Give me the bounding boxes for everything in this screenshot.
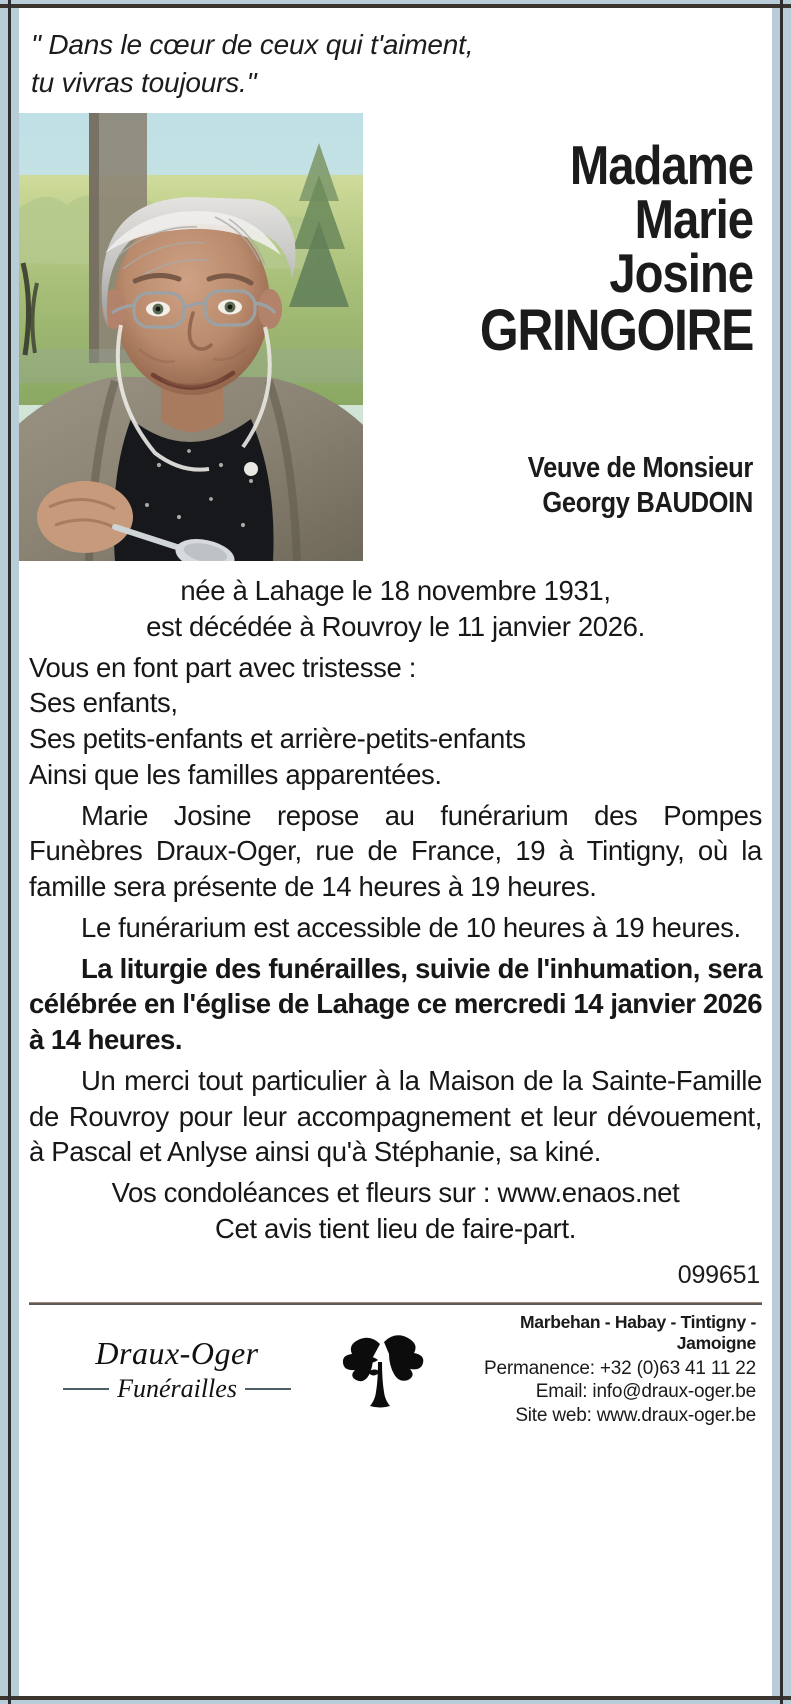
- family-line-grandchildren: Ses petits-enfants et arrière-petits-enfants: [29, 723, 526, 755]
- funeral-home-contact: [437, 1312, 764, 1427]
- birth-line: née à Lahage le 18 novembre 1931,: [180, 575, 611, 607]
- announcement-intro: Vous en font part avec tristesse :: [29, 651, 417, 683]
- notice-card: [19, 8, 772, 1696]
- reference-number: 099651: [677, 1260, 760, 1289]
- permanence-phone: Permanence: +32 (0)63 41 11 22: [484, 1358, 756, 1380]
- paragraph-access: Le funérarium est accessible de 10 heures à 19 heures.: [81, 911, 741, 943]
- funeral-home-subtitle-row: [27, 1374, 327, 1404]
- deceased-title: Madame: [569, 134, 753, 197]
- spouse-relation: Veuve de Monsieur: [527, 452, 753, 485]
- funeral-home-subtitle: Funérailles: [117, 1374, 237, 1404]
- memorial-quote: [19, 8, 772, 101]
- dash-left: [63, 1388, 109, 1390]
- contact-website: Site web: www.draux-oger.be: [515, 1404, 756, 1426]
- funeral-home-footer: [19, 1305, 772, 1425]
- spouse-block: [379, 451, 759, 522]
- paragraph-repose: Marie Josine repose au funérarium des Pompes Funèbres Draux-Oger, rue de France, 19 à Tintigny, où la famille sera présente de 14 heures à 19 heures.: [29, 799, 762, 903]
- deceased-middlename: Josine: [609, 241, 753, 304]
- deceased-surname: GRINGOIRE: [479, 297, 753, 363]
- tree-icon: [327, 1322, 437, 1418]
- funeral-home-logo: [27, 1335, 327, 1404]
- paragraph-liturgy: La liturgie des funérailles, suivie de l'inhumation, sera célébrée en l'église de Lahage ce mercredi 14 janvier 2026 à 14 heures.: [29, 952, 762, 1056]
- frame-rule-left: [8, 0, 11, 1704]
- condolences-line: Vos condoléances et fleurs sur : www.enaos.net: [111, 1177, 680, 1209]
- spouse-name: Georgy BAUDOIN: [542, 487, 753, 520]
- frame-rule-right: [780, 0, 783, 1704]
- faire-part-line: Cet avis tient lieu de faire-part.: [214, 1212, 577, 1244]
- contact-email: Email: info@draux-oger.be: [535, 1381, 756, 1403]
- hero-section: [19, 113, 772, 565]
- paragraph-thanks: Un merci tout particulier à la Maison de la Sainte-Famille de Rouvroy pour leur accompagnement et leur dévouement, à Pascal et Anlyse ainsi qu'à Stéphanie, sa kiné.: [29, 1064, 762, 1168]
- deceased-name-block: [379, 134, 759, 363]
- notice-body: [19, 565, 772, 1247]
- quote-line-2: tu vivras toujours.": [31, 66, 257, 98]
- family-line-children: Ses enfants,: [29, 687, 178, 719]
- quote-line-1: " Dans le cœur de ceux qui t'aiment,: [31, 29, 474, 60]
- funeral-home-name: Draux-Oger: [95, 1335, 259, 1372]
- death-line: est décédée à Rouvroy le 11 janvier 2026.: [146, 610, 645, 642]
- family-line-relatives: Ainsi que les familles apparentées.: [29, 758, 442, 790]
- frame-rule-bottom: [0, 1696, 791, 1700]
- portrait-photo: [19, 113, 363, 561]
- service-towns: Marbehan - Habay - Tintigny - Jamoigne: [519, 1312, 756, 1354]
- dash-right: [245, 1388, 291, 1390]
- deceased-firstname: Marie: [634, 187, 753, 250]
